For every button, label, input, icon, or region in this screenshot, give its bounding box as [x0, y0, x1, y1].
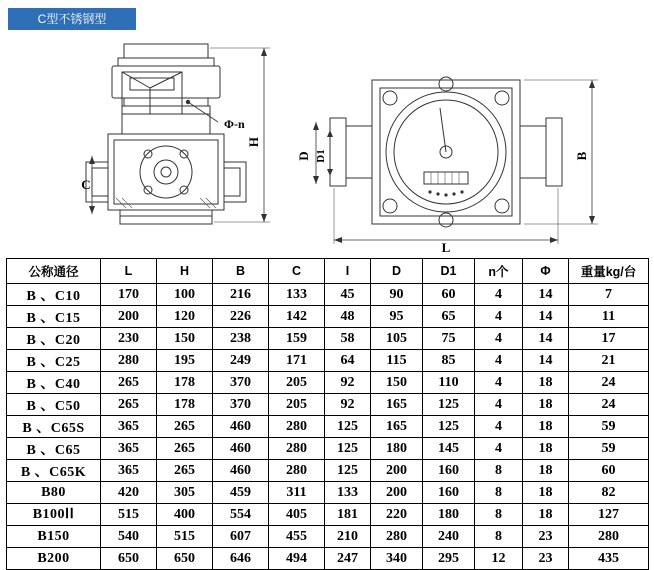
col-header-weight: 重量kg/台	[569, 259, 649, 284]
cell-weight: 59	[569, 416, 649, 438]
cell-h: 265	[157, 460, 213, 482]
cell-l: 265	[101, 394, 157, 416]
cell-b: 216	[213, 284, 269, 306]
cell-i: 133	[325, 482, 371, 504]
cell-phi: 14	[523, 328, 569, 350]
cell-model: B 、C25	[7, 350, 101, 372]
cell-b: 370	[213, 372, 269, 394]
cell-c: 280	[269, 460, 325, 482]
cell-i: 64	[325, 350, 371, 372]
table-row	[7, 394, 649, 416]
cell-n: 4	[475, 438, 523, 460]
table-row	[7, 438, 649, 460]
cell-d1: 60	[423, 284, 475, 306]
table-header-row	[7, 259, 649, 284]
dim-label-d1: D1	[315, 149, 327, 163]
cell-model: B 、C65S	[7, 416, 101, 438]
cell-d: 90	[371, 284, 423, 306]
cell-d1: 110	[423, 372, 475, 394]
cell-n: 8	[475, 482, 523, 504]
cell-h: 195	[157, 350, 213, 372]
cell-d1: 180	[423, 504, 475, 526]
cell-d1: 295	[423, 548, 475, 570]
cell-n: 4	[475, 394, 523, 416]
cell-phi: 18	[523, 372, 569, 394]
page-title: C型不锈钢型	[8, 8, 136, 30]
cell-model: B 、C20	[7, 328, 101, 350]
cell-n: 4	[475, 372, 523, 394]
table-row	[7, 526, 649, 548]
cell-b: 238	[213, 328, 269, 350]
cell-d: 200	[371, 482, 423, 504]
cell-l: 280	[101, 350, 157, 372]
cell-weight: 21	[569, 350, 649, 372]
cell-l: 650	[101, 548, 157, 570]
table-row	[7, 372, 649, 394]
cell-b: 249	[213, 350, 269, 372]
dim-label-b: B	[574, 151, 589, 161]
dim-label-l: L	[441, 240, 451, 252]
cell-c: 280	[269, 438, 325, 460]
cell-model: B200	[7, 548, 101, 570]
cell-weight: 11	[569, 306, 649, 328]
cell-d: 280	[371, 526, 423, 548]
cell-d1: 160	[423, 460, 475, 482]
cell-d: 165	[371, 416, 423, 438]
cell-d1: 65	[423, 306, 475, 328]
cell-n: 4	[475, 328, 523, 350]
cell-n: 8	[475, 504, 523, 526]
cell-c: 280	[269, 416, 325, 438]
cell-b: 460	[213, 460, 269, 482]
cell-phi: 14	[523, 306, 569, 328]
dim-label-c: C	[81, 177, 91, 192]
cell-l: 365	[101, 460, 157, 482]
cell-phi: 18	[523, 504, 569, 526]
table-row	[7, 328, 649, 350]
cell-d1: 160	[423, 482, 475, 504]
cell-d1: 145	[423, 438, 475, 460]
col-header-i: I	[325, 259, 371, 284]
cell-d1: 125	[423, 394, 475, 416]
cell-l: 420	[101, 482, 157, 504]
cell-model: B 、C10	[7, 284, 101, 306]
cell-weight: 59	[569, 438, 649, 460]
cell-n: 4	[475, 350, 523, 372]
cell-c: 455	[269, 526, 325, 548]
cell-weight: 7	[569, 284, 649, 306]
cell-n: 4	[475, 416, 523, 438]
cell-h: 178	[157, 394, 213, 416]
col-header-b: B	[213, 259, 269, 284]
spec-table-wrap	[6, 258, 648, 570]
cell-h: 305	[157, 482, 213, 504]
cell-model: B80	[7, 482, 101, 504]
cell-l: 265	[101, 372, 157, 394]
cell-b: 554	[213, 504, 269, 526]
table-row	[7, 350, 649, 372]
table-row	[7, 482, 649, 504]
table-row	[7, 284, 649, 306]
cell-d: 105	[371, 328, 423, 350]
cell-model: B 、C40	[7, 372, 101, 394]
cell-b: 459	[213, 482, 269, 504]
cell-weight: 82	[569, 482, 649, 504]
cell-d: 180	[371, 438, 423, 460]
cell-phi: 23	[523, 548, 569, 570]
cell-weight: 435	[569, 548, 649, 570]
cell-i: 45	[325, 284, 371, 306]
cell-weight: 17	[569, 328, 649, 350]
col-header-d: D	[371, 259, 423, 284]
col-header-nominal-diameter: 公称通径	[7, 259, 101, 284]
cell-d1: 240	[423, 526, 475, 548]
cell-b: 460	[213, 416, 269, 438]
cell-d1: 125	[423, 416, 475, 438]
col-header-phi: Φ	[523, 259, 569, 284]
col-header-l: L	[101, 259, 157, 284]
cell-b: 460	[213, 438, 269, 460]
cell-n: 8	[475, 526, 523, 548]
cell-phi: 18	[523, 416, 569, 438]
cell-h: 178	[157, 372, 213, 394]
cell-d: 220	[371, 504, 423, 526]
table-row	[7, 306, 649, 328]
cell-n: 12	[475, 548, 523, 570]
cell-h: 400	[157, 504, 213, 526]
cell-h: 100	[157, 284, 213, 306]
cell-model: B 、C15	[7, 306, 101, 328]
table-row	[7, 416, 649, 438]
cell-l: 515	[101, 504, 157, 526]
cell-h: 120	[157, 306, 213, 328]
cell-d: 165	[371, 394, 423, 416]
cell-i: 92	[325, 372, 371, 394]
cell-i: 247	[325, 548, 371, 570]
cell-weight: 60	[569, 460, 649, 482]
cell-weight: 280	[569, 526, 649, 548]
cell-c: 133	[269, 284, 325, 306]
cell-i: 181	[325, 504, 371, 526]
cell-l: 230	[101, 328, 157, 350]
cell-phi: 18	[523, 394, 569, 416]
cell-i: 125	[325, 438, 371, 460]
cell-h: 150	[157, 328, 213, 350]
cell-model: B 、C50	[7, 394, 101, 416]
dim-label-d: D	[296, 151, 311, 161]
cell-model: B150	[7, 526, 101, 548]
cell-h: 515	[157, 526, 213, 548]
table-row	[7, 504, 649, 526]
col-header-d1: D1	[423, 259, 475, 284]
cell-l: 540	[101, 526, 157, 548]
cell-phi: 14	[523, 350, 569, 372]
table-row	[7, 548, 649, 570]
cell-b: 226	[213, 306, 269, 328]
cell-n: 4	[475, 284, 523, 306]
cell-i: 48	[325, 306, 371, 328]
cell-c: 142	[269, 306, 325, 328]
right-view	[313, 77, 598, 244]
col-header-c: C	[269, 259, 325, 284]
cell-d1: 85	[423, 350, 475, 372]
cell-b: 607	[213, 526, 269, 548]
cell-d: 150	[371, 372, 423, 394]
cell-model: B 、C65K	[7, 460, 101, 482]
cell-c: 311	[269, 482, 325, 504]
cell-c: 205	[269, 372, 325, 394]
cell-c: 405	[269, 504, 325, 526]
cell-i: 92	[325, 394, 371, 416]
table-row	[7, 460, 649, 482]
cell-h: 650	[157, 548, 213, 570]
cell-phi: 14	[523, 284, 569, 306]
spec-table	[6, 258, 649, 570]
cell-l: 365	[101, 416, 157, 438]
cell-weight: 24	[569, 372, 649, 394]
dim-label-h: H	[246, 136, 261, 148]
cell-c: 205	[269, 394, 325, 416]
left-view	[86, 44, 270, 224]
cell-phi: 18	[523, 460, 569, 482]
col-header-n: n个	[475, 259, 523, 284]
cell-i: 58	[325, 328, 371, 350]
cell-phi: 18	[523, 482, 569, 504]
cell-d: 95	[371, 306, 423, 328]
cell-model: B 、C65	[7, 438, 101, 460]
cell-weight: 127	[569, 504, 649, 526]
cell-n: 4	[475, 306, 523, 328]
col-header-h: H	[157, 259, 213, 284]
drawing-svg	[0, 26, 654, 252]
cell-i: 125	[325, 416, 371, 438]
cell-phi: 23	[523, 526, 569, 548]
cell-model: B100ⅠⅠ	[7, 504, 101, 526]
cell-d: 115	[371, 350, 423, 372]
cell-weight: 24	[569, 394, 649, 416]
cell-c: 159	[269, 328, 325, 350]
cell-l: 365	[101, 438, 157, 460]
cell-b: 370	[213, 394, 269, 416]
cell-c: 171	[269, 350, 325, 372]
cell-c: 494	[269, 548, 325, 570]
cell-h: 265	[157, 438, 213, 460]
technical-drawing	[0, 26, 654, 252]
cell-l: 170	[101, 284, 157, 306]
cell-i: 125	[325, 460, 371, 482]
cell-h: 265	[157, 416, 213, 438]
cell-b: 646	[213, 548, 269, 570]
cell-l: 200	[101, 306, 157, 328]
cell-i: 210	[325, 526, 371, 548]
cell-d: 200	[371, 460, 423, 482]
cell-d1: 75	[423, 328, 475, 350]
cell-n: 8	[475, 460, 523, 482]
cell-phi: 18	[523, 438, 569, 460]
dim-label-phi-n: Φ-n	[224, 117, 245, 131]
cell-d: 340	[371, 548, 423, 570]
